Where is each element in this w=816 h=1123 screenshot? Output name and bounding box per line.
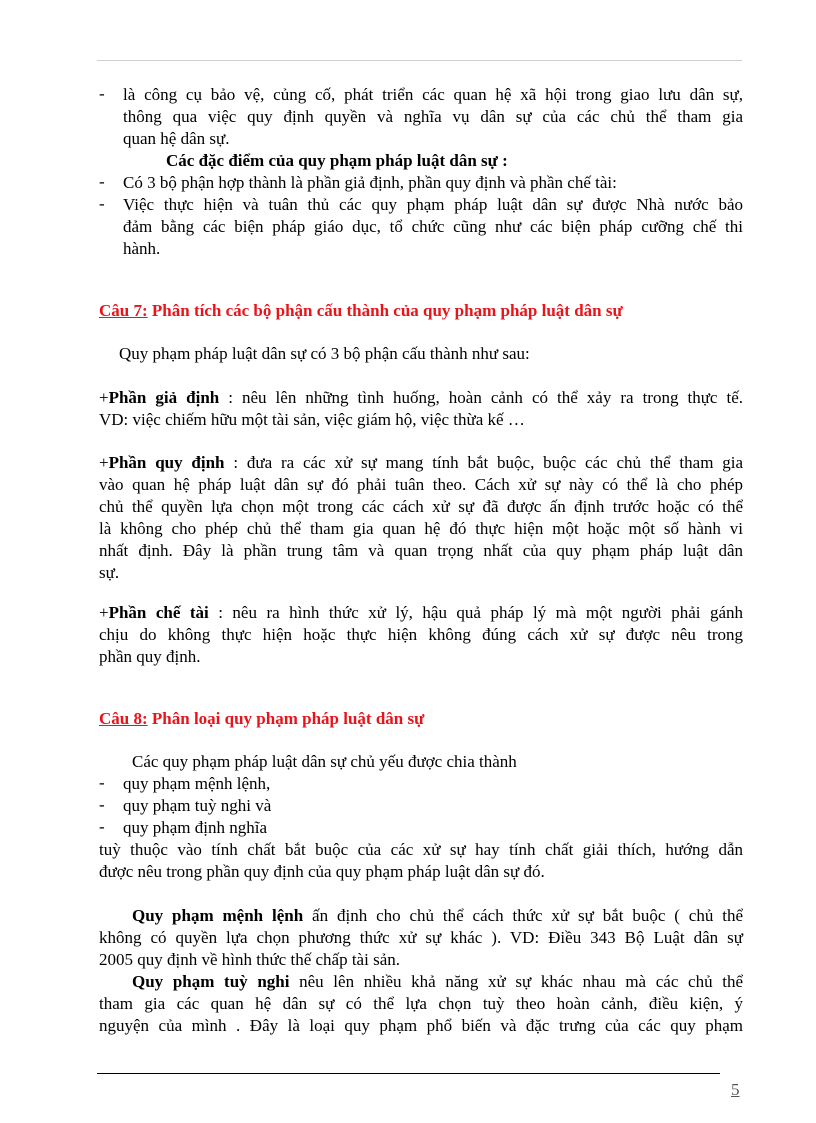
bullet-text: thông qua việc quy định quyền và nghĩa vụ dân sự của các chủ thể tham gia xyxy=(123,107,743,126)
paragraph-line: 2005 quy định về hình thức thế chấp tài sản. xyxy=(99,950,400,969)
paragraph-line: nguyện của mình . Đây là loại quy phạm phổ biến và đặc trưng của các quy phạm xyxy=(99,1016,743,1035)
page-number: 5 xyxy=(731,1080,740,1099)
paragraph-line: tuỳ thuộc vào tính chất bắt buộc của các xử sự hay tính chất giải thích, hướng dẫn xyxy=(99,840,743,859)
paragraph-line: chịu do không thực hiện hoặc thực hiện không đúng cách xử sự được nêu trong xyxy=(99,625,743,644)
paragraph-line: +Phần quy định : đưa ra các xử sự mang tính bắt buộc, buộc các chủ thể tham gia xyxy=(99,453,744,472)
features-title: Các đặc điểm của quy phạm pháp luật dân sự : xyxy=(166,151,508,170)
term: Phần quy định xyxy=(108,453,225,472)
bullet-text: là công cụ bảo vệ, củng cố, phát triển các quan hệ xã hội trong giao lưu dân sự, xyxy=(123,85,743,104)
paragraph-line: nhất định. Đây là phần trung tâm và quan trọng nhất của quy phạm pháp luật dân xyxy=(99,541,743,560)
bullet-text: quan hệ dân sự. xyxy=(123,129,230,148)
paragraph-line: VD: việc chiếm hữu một tài sản, việc giám hộ, việc thừa kế … xyxy=(99,410,525,429)
paragraph: Các quy phạm pháp luật dân sự chủ yếu được chia thành xyxy=(132,752,517,771)
paragraph-line: Quy phạm mệnh lệnh ấn định cho chủ thể cách thức xử sự bắt buộc ( chủ thể xyxy=(132,906,743,925)
question-8-heading xyxy=(99,708,424,730)
paragraph-line: Quy phạm tuỳ nghi nêu lên nhiều khả năng xử sự khác nhau mà các chủ thể xyxy=(132,972,743,991)
term: Quy phạm tuỳ nghi xyxy=(132,972,290,991)
bullet-dash: - xyxy=(99,795,105,814)
bullet-text: Việc thực hiện và tuân thủ các quy phạm pháp luật dân sự được Nhà nước bảo xyxy=(123,195,743,214)
bullet-dash: - xyxy=(99,172,105,191)
paragraph-line: không có quyền lựa chọn phương thức xử sự khác ). VD: Điều 343 Bộ Luật dân sự xyxy=(99,928,743,947)
paragraph-line: +Phần chế tài : nêu ra hình thức xử lý, hậu quả pháp lý mà một người phải gánh xyxy=(99,603,743,622)
term: Phần chế tài xyxy=(108,603,209,622)
question-8-title: Phân loại quy phạm pháp luật dân sự xyxy=(147,709,425,728)
question-7-label: Câu 7: xyxy=(99,301,148,320)
list-item: quy phạm tuỳ nghi và xyxy=(123,796,272,815)
list-item: quy phạm định nghĩa xyxy=(123,818,268,837)
paragraph-line: là không cho phép chủ thể tham gia quan hệ đó thực hiện một hoặc một số hành vi xyxy=(99,519,743,538)
question-7-heading xyxy=(99,300,623,322)
bullet-dash: - xyxy=(99,194,105,213)
term: Quy phạm mệnh lệnh xyxy=(132,906,304,925)
paragraph-line: chủ thể quyền lựa chọn một trong các cách xử sự đã được ấn định trước hoặc có thể xyxy=(99,497,743,516)
bullet-dash: - xyxy=(99,84,105,103)
paragraph-line: phần quy định. xyxy=(99,647,201,666)
bullet-dash: - xyxy=(99,817,105,836)
bullet-text: đảm bằng các biện pháp giáo dục, tổ chức cũng như các biện pháp cưỡng chế thi xyxy=(123,217,743,236)
header-rule xyxy=(97,60,742,61)
paragraph-line: vào quan hệ pháp luật dân sự đó phải tuân theo. Cách xử sự này có thể là cho phép xyxy=(99,475,743,494)
paragraph-line: được nêu trong phần quy định của quy phạm pháp luật dân sự đó. xyxy=(99,862,545,881)
bullet-text: hành. xyxy=(123,239,161,258)
paragraph-line: +Phần giả định : nêu lên những tình huống, hoàn cảnh có thể xảy ra trong thực tế. xyxy=(99,388,743,407)
paragraph-line: tham gia các quan hệ dân sự có thể lựa chọn tuỳ theo hoàn cảnh, điều kiện, ý xyxy=(99,994,743,1013)
question-7-title: Phân tích các bộ phận cấu thành của quy phạm pháp luật dân sự xyxy=(147,301,623,320)
paragraph-line: sự. xyxy=(99,563,120,582)
paragraph: Quy phạm pháp luật dân sự có 3 bộ phận cấu thành như sau: xyxy=(119,344,530,363)
term: Phần giả định xyxy=(108,388,220,407)
list-item: quy phạm mệnh lệnh, xyxy=(123,774,271,793)
bullet-text: Có 3 bộ phận hợp thành là phần giả định, phần quy định và phần chế tài: xyxy=(123,173,617,192)
question-8-label: Câu 8: xyxy=(99,709,148,728)
footer-rule xyxy=(97,1073,720,1074)
bullet-dash: - xyxy=(99,773,105,792)
